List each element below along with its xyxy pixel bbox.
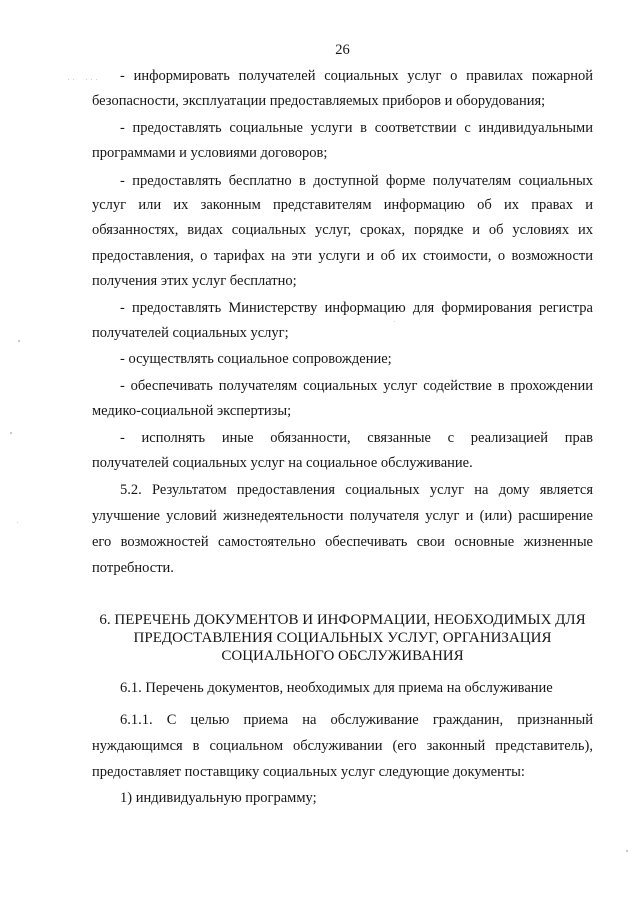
duty-item-line: программами и условиями договоров; xyxy=(92,145,328,161)
paragraph-line: 5.2. Результатом предоставления социальных услуг на дому является xyxy=(120,482,593,498)
scan-speck xyxy=(626,850,628,852)
duty-item-line: получателей социальных услуг; xyxy=(92,325,289,341)
duty-item-line: услуг или их законным представителям информацию об их правах и xyxy=(92,197,593,213)
duty-item-line: предоставления, о тарифах на эти услуги и об их стоимости, о возможности xyxy=(92,248,593,264)
duty-item-line: безопасности, эксплуатации предоставляемых приборов и оборудования; xyxy=(92,93,546,109)
scan-speck xyxy=(18,340,20,342)
duty-item-line: - предоставлять бесплатно в доступной форме получателям социальных xyxy=(120,173,593,189)
scan-speck xyxy=(96,79,97,80)
duty-item-line: - предоставлять социальные услуги в соответствии с индивидуальными xyxy=(120,120,593,136)
duty-item-line: - обеспечивать получателям социальных услуг содействие в прохождении xyxy=(120,378,593,394)
duty-item-line: - предоставлять Министерству информацию для формирования регистра xyxy=(120,300,593,316)
duty-item-line: - информировать получателей социальных услуг о правилах пожарной xyxy=(120,68,593,84)
scan-speck xyxy=(68,79,69,80)
paragraph-line: предоставляет поставщику социальных услуг следующие документы: xyxy=(92,764,525,780)
section-heading-line: СОЦИАЛЬНОГО ОБСЛУЖИВАНИЯ xyxy=(221,648,464,664)
scan-speck xyxy=(394,321,395,322)
duty-item-line: получателей социальных услуг на социальное обслуживание. xyxy=(92,455,473,471)
scan-speck xyxy=(17,522,18,523)
duty-item-line: - исполнять иные обязанности, связанные с реализацией прав xyxy=(120,430,593,446)
paragraph-line: улучшение условий жизнедеятельности получателя услуг и (или) расширение xyxy=(92,508,593,524)
section-heading-line: 6. ПЕРЕЧЕНЬ ДОКУМЕНТОВ И ИНФОРМАЦИИ, НЕОБХОДИМЫХ ДЛЯ xyxy=(99,612,586,628)
section-heading-line: ПРЕДОСТАВЛЕНИЯ СОЦИАЛЬНЫХ УСЛУГ, ОРГАНИЗАЦИЯ xyxy=(133,630,552,646)
scan-speck xyxy=(73,79,74,80)
paragraph-line: 6.1.1. С целью приема на обслуживание гражданин, признанный xyxy=(120,712,593,728)
duty-item-line: медико-социальной экспертизы; xyxy=(92,403,292,419)
scan-speck xyxy=(86,79,87,80)
scan-speck xyxy=(10,432,12,434)
subsection-title: 6.1. Перечень документов, необходимых для приема на обслуживание xyxy=(120,680,553,696)
duty-item-line: - осуществлять социальное сопровождение; xyxy=(120,351,392,367)
paragraph-line: нуждающимся в социальном обслуживании (его законный представитель), xyxy=(92,738,593,754)
duty-item-line: обязанностях, видах социальных услуг, сроках, порядке и об условиях их xyxy=(92,222,593,238)
duty-item-line: получения этих услуг бесплатно; xyxy=(92,273,297,289)
page-number: 26 xyxy=(335,42,350,58)
document-list-item-line: 1) индивидуальную программу; xyxy=(120,790,317,806)
scan-speck xyxy=(91,79,92,80)
paragraph-line: его возможностей самостоятельно обеспечивать свои основные жизненные xyxy=(92,534,593,550)
paragraph-line: потребности. xyxy=(92,560,174,576)
